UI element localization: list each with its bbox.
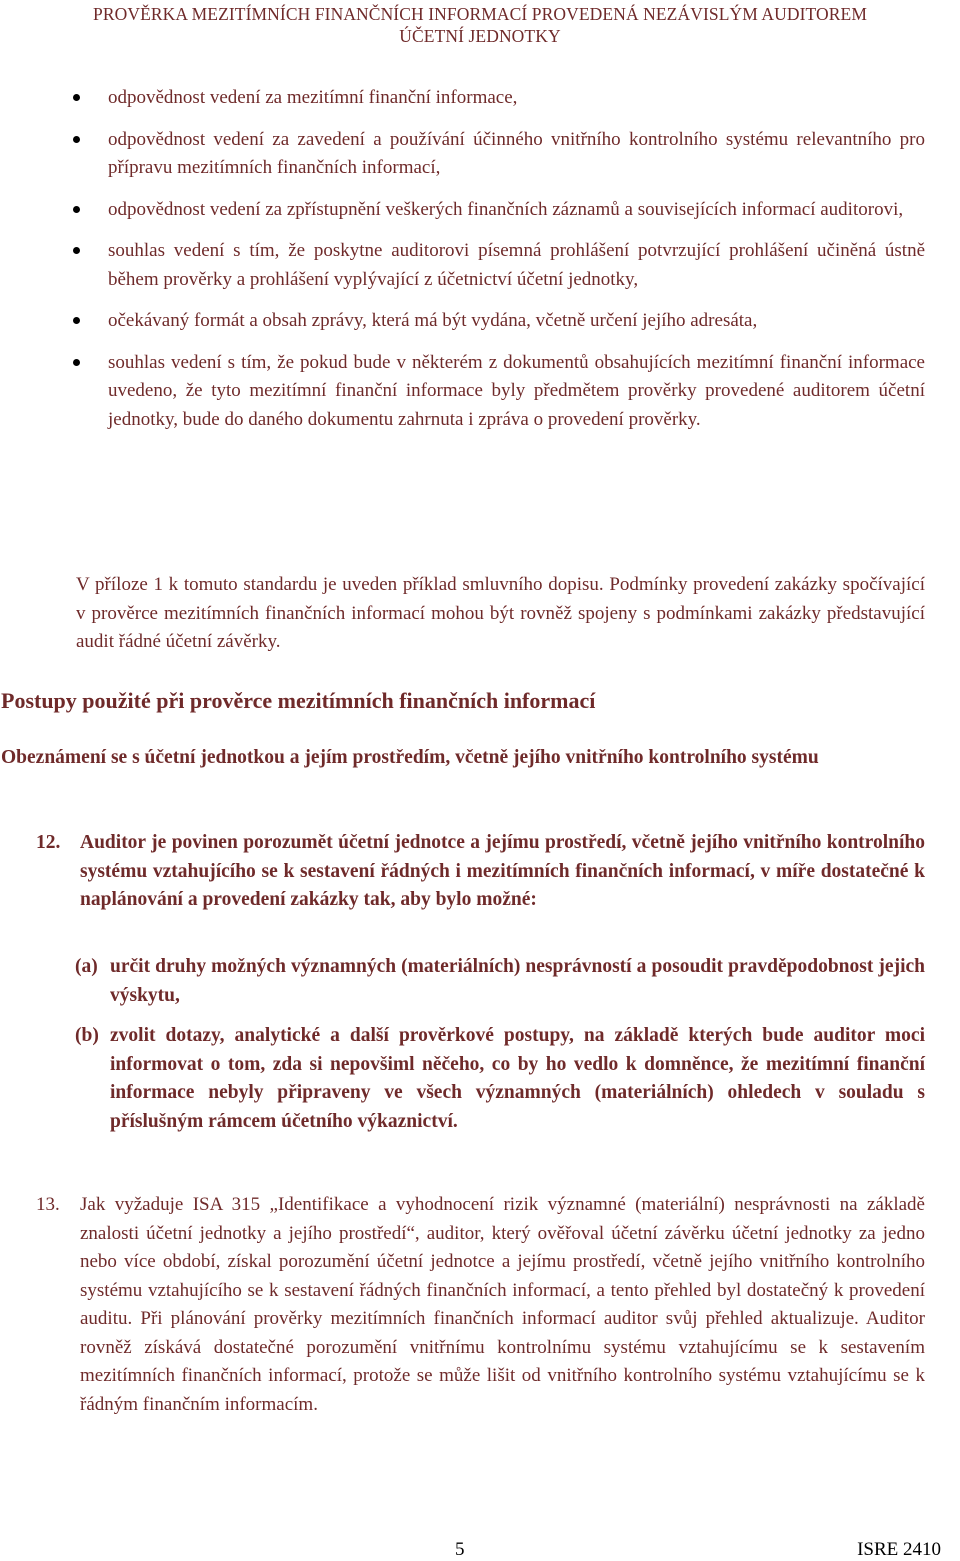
bullet-text: souhlas vedení s tím, že poskytne auditorovi písemná prohlášení potvrzující prohlášení učiněná ústně během prověrky a prohlášení vyplývající z účetnictví účetní jednotky,	[108, 240, 925, 290]
header-line-2: ÚČETNÍ JEDNOTKY	[399, 26, 561, 46]
sub-item-b	[0, 1022, 960, 1136]
sub-item-label: (b)	[75, 1025, 99, 1046]
section-heading: Postupy použité při prověrce mezitímních finančních informací	[1, 688, 596, 713]
item-number: 12.	[36, 832, 61, 853]
item-number: 13.	[36, 1194, 60, 1215]
page-header	[0, 3, 960, 47]
bullet-icon	[73, 206, 80, 213]
bullet-text: očekávaný formát a obsah zprávy, která má být vydána, včetně určení jejího adresáta,	[108, 310, 758, 331]
numbered-item-12	[0, 829, 960, 915]
standard-code: ISRE 2410	[857, 1539, 941, 1560]
bullet-text: odpovědnost vedení za zavedení a používání účinného vnitřního kontrolního systému relevantního pro přípravu mezitímních finančních informací,	[108, 128, 925, 178]
list-item	[0, 349, 960, 435]
bullet-text: odpovědnost vedení za mezitímní finanční informace,	[108, 87, 518, 108]
sub-item-text: určit druhy možných významných (materiálních) nesprávností a posoudit pravděpodobnost jejich výskytu,	[110, 956, 925, 1006]
appendix-paragraph: V příloze 1 k tomuto standardu je uveden příklad smluvního dopisu. Podmínky provedení zakázky spočívající v prověrce mezitímních finančních informací mohou být rovněž spojeny s podmínkami zakázky představující audit řádné účetní závěrky.	[76, 574, 925, 652]
page-number: 5	[455, 1539, 465, 1560]
list-item	[0, 84, 960, 113]
sub-item-label: (a)	[75, 956, 98, 977]
list-item	[0, 196, 960, 225]
bullet-text: souhlas vedení s tím, že pokud bude v některém z dokumentů obsahujících mezitímní finanční informace uvedeno, že tyto mezitímní finanční informace byly předmětem prověrky provedené auditorem účetní jednotky, bude do daného dokumentu zahrnuta i zpráva o provedení prověrky.	[108, 351, 925, 430]
item-text: Jak vyžaduje ISA 315 „Identifikace a vyhodnocení rizik významné (materiální) nesprávnosti na základě znalosti účetní jednotky a jejího prostředí“, auditor, který ověřoval účetní závěrku účetní jednotky za jedno nebo více období, získal porozumění účetní jednotce a jejímu prostředí, včetně jejího vnitřního kontrolního systému vztahujícího se k sestavení řádných finančních informací, a tento přehled byl dostatečný k provedení auditu. Při plánování prověrky mezitímních finančních informací auditor svůj přehled aktualizuje. Auditor rovněž získává dostatečné porozumění vnitřnímu kontrolnímu systému vztahujícímu se k sestavením mezitímních finančních informací, protože se může lišit od vnitřního kontrolního systému vztahujícímu se k řádným finančním informacím.	[80, 1194, 925, 1415]
bullet-icon	[73, 94, 80, 101]
header-line-1: PROVĚRKA MEZITÍMNÍCH FINANČNÍCH INFORMACÍ PROVEDENÁ NEZÁVISLÝM AUDITOREM	[93, 4, 867, 24]
list-item	[0, 307, 960, 336]
subsection-heading: Obeznámení se s účetní jednotkou a jejím prostředím, včetně jejího vnitřního kontrolního systému	[1, 747, 819, 768]
sub-item-text: zvolit dotazy, analytické a další prověrkové postupy, na základě kterých bude auditor moci informovat o tom, zda si nepovšiml něčeho, co by ho vedlo k domněnce, že mezitímní finanční informace nebyly připraveny ve všech významných (materiálních) ohledech v souladu s příslušným rámcem účetního výkaznictví.	[110, 1025, 925, 1132]
list-item	[0, 237, 960, 294]
bullet-icon	[73, 317, 80, 324]
bullet-icon	[73, 247, 80, 254]
list-item	[0, 126, 960, 183]
sub-item-a	[0, 953, 960, 1010]
bullet-text: odpovědnost vedení za zpřístupnění veškerých finančních záznamů a souvisejících informací auditorovi,	[108, 198, 904, 220]
bullet-list	[0, 84, 960, 434]
numbered-item-13	[0, 1191, 960, 1419]
bullet-icon	[73, 136, 80, 143]
bullet-icon	[73, 359, 80, 366]
item-text: Auditor je povinen porozumět účetní jednotce a jejímu prostředí, včetně jejího vnitřního kontrolního systému vztahujícího se k sestavení řádných i mezitímních finančních informací, v míře dostatečné k naplánování a provedení zakázky tak, aby bylo možné:	[80, 832, 925, 910]
